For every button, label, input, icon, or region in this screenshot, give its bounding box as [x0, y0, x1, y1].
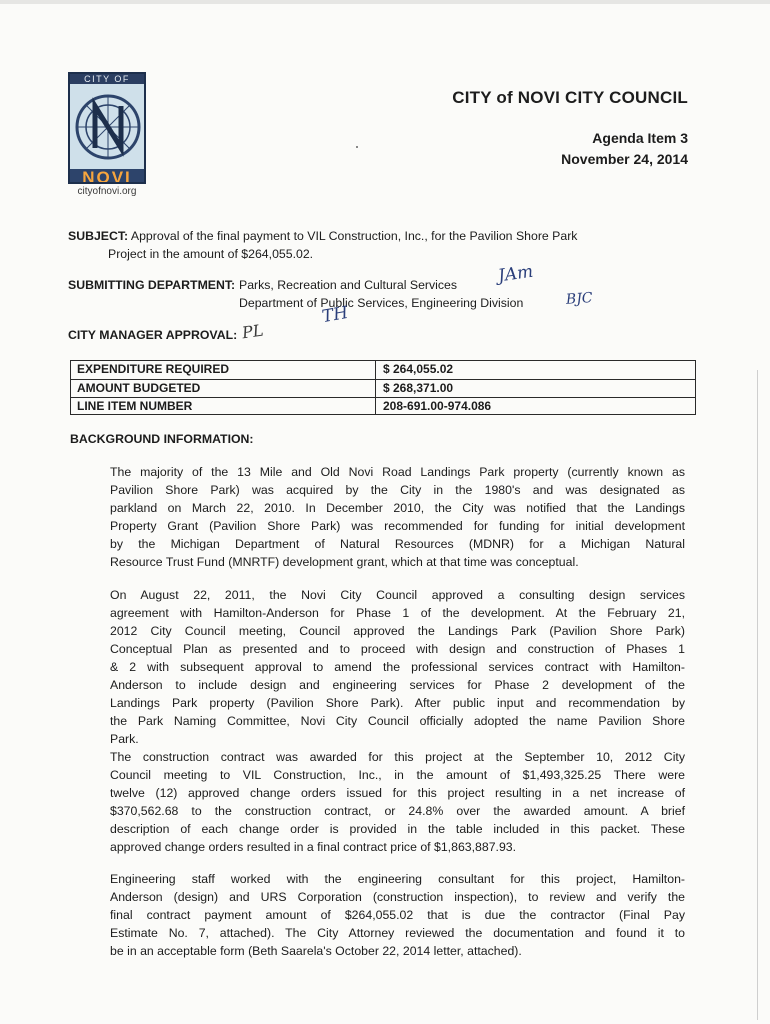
paragraph-line: Conceptual Plan as presented and to proceed with design and construction of Phases 1 [110, 642, 685, 656]
paragraph-line: On August 22, 2011, the Novi City Council approved a consulting design services [110, 588, 685, 602]
subject-line [68, 227, 708, 245]
scan-edge-shadow [0, 0, 770, 4]
background-heading: BACKGROUND INFORMATION: [70, 432, 254, 446]
handwritten-initials-jam: JAm [496, 261, 535, 287]
city-manager-approval-label: CITY MANAGER APPROVAL: [68, 328, 238, 342]
department-name-1: Parks, Recreation and Cultural Services [239, 278, 458, 292]
logo-website: cityofnovi.org [77, 186, 137, 197]
background-paragraph-3 [110, 748, 685, 856]
agenda-item-number: Agenda Item 3 [592, 130, 688, 146]
table-row [71, 361, 695, 379]
background-paragraph-2 [110, 586, 685, 748]
paragraph-line: $370,562.68 to the construction contract, or 24.8% over the awarded amount. A brief [110, 804, 685, 818]
logo-city-of-text: CITY OF [84, 74, 130, 84]
subject-text-continued: Project in the amount of $264,055.02. [108, 247, 314, 261]
budget-value: 208-691.00-974.086 [383, 399, 492, 413]
paragraph-line: final contract payment amount of $264,055.02 that is due the contractor (Final Pay [110, 908, 685, 922]
paragraph-line: Council meeting to VIL Construction, Inc., in the amount of $1,493,325.25 There were [110, 768, 685, 782]
paragraph-line: agreement with Hamilton-Anderson for Phase 1 of the development. At the February 21, [110, 606, 685, 620]
paragraph-line: be in an acceptable form (Beth Saarela's October 22, 2014 letter, attached). [110, 944, 522, 958]
background-paragraph-4 [110, 870, 685, 960]
budget-value: $ 264,055.02 [383, 362, 454, 376]
paragraph-line: & 2 with subsequent approval to amend the professional services contract with Hamilton- [110, 660, 685, 674]
submitting-department-label: SUBMITTING DEPARTMENT: [68, 278, 236, 292]
paragraph-line: Pavilion Shore Park) was acquired by the City in the 1980's and was designated as [110, 483, 685, 497]
table-row [71, 379, 695, 398]
paragraph-line: The majority of the 13 Mile and Old Novi Road Landings Park property (currently known as [110, 465, 685, 479]
paragraph-line: Anderson (design) and URS Corporation (construction inspection), to review and verify the [110, 890, 685, 904]
meeting-date: November 24, 2014 [561, 151, 688, 167]
handwritten-initials-bjc: BJC [565, 290, 594, 308]
paragraph-line: Engineering staff worked with the engineering consultant for this project, Hamilton- [110, 872, 685, 886]
paragraph-line: Landings Park property (Pavilion Shore Park). After public input and recommendation by [110, 696, 685, 710]
city-manager-signature: PL [240, 320, 265, 343]
document-title: CITY of NOVI CITY COUNCIL [452, 88, 688, 107]
scan-right-edge [757, 370, 758, 1020]
paragraph-line: Resource Trust Fund (MNRTF) development grant, which at that time was conceptual. [110, 555, 579, 569]
paragraph-line: 2012 City Council meeting, Council approved the Landings Park (Pavilion Shore Park) [110, 624, 685, 638]
scan-speck [356, 146, 358, 148]
wheel-icon [73, 86, 143, 168]
paragraph-line: the Park Naming Committee, Novi City Council officially adopted the name Pavilion Shore [110, 714, 685, 728]
paragraph-line: approved change orders resulted in a final contract price of $1,863,887.93. [110, 840, 517, 854]
paragraph-line: parkland on March 22, 2010. In December 2010, the City was notified that the Landings [110, 501, 685, 515]
background-paragraph-1 [110, 463, 685, 571]
logo-novi-text: NOVI [70, 169, 144, 184]
paragraph-line: by the Michigan Department of Natural Resources (MDNR) for a Michigan Natural [110, 537, 685, 551]
budget-label: AMOUNT BUDGETED [77, 381, 201, 395]
logo-emblem [68, 72, 146, 184]
paragraph-line: Park. [110, 732, 139, 746]
subject-text: Approval of the final payment to VIL Construction, Inc., for the Pavilion Shore Park [130, 229, 578, 243]
budget-table [70, 360, 696, 415]
department-name-2: Department of Public Services, Engineering Division [239, 296, 524, 310]
budget-label: EXPENDITURE REQUIRED [77, 362, 230, 376]
handwritten-initials-th: TH [320, 302, 350, 328]
paragraph-line: description of each change order is provided in the table included in this packet. These [110, 822, 685, 836]
paragraph-line: Property Grant (Pavilion Shore Park) was recommended for funding for initial development [110, 519, 685, 533]
paragraph-line: Anderson to include design and engineering services for Phase 2 development of the [110, 678, 685, 692]
paragraph-line: Estimate No. 7, attached). The City Attorney reviewed the documentation and found it to [110, 926, 685, 940]
city-of-novi-logo [68, 72, 146, 200]
paragraph-line: twelve (12) approved change orders issued for this project resulting in a net increase of [110, 786, 685, 800]
budget-label: LINE ITEM NUMBER [77, 399, 193, 413]
subject-label: SUBJECT: [68, 229, 129, 243]
budget-value: $ 268,371.00 [383, 381, 454, 395]
table-row [71, 397, 695, 416]
paragraph-line: The construction contract was awarded for this project at the September 10, 2012 City [110, 750, 685, 764]
